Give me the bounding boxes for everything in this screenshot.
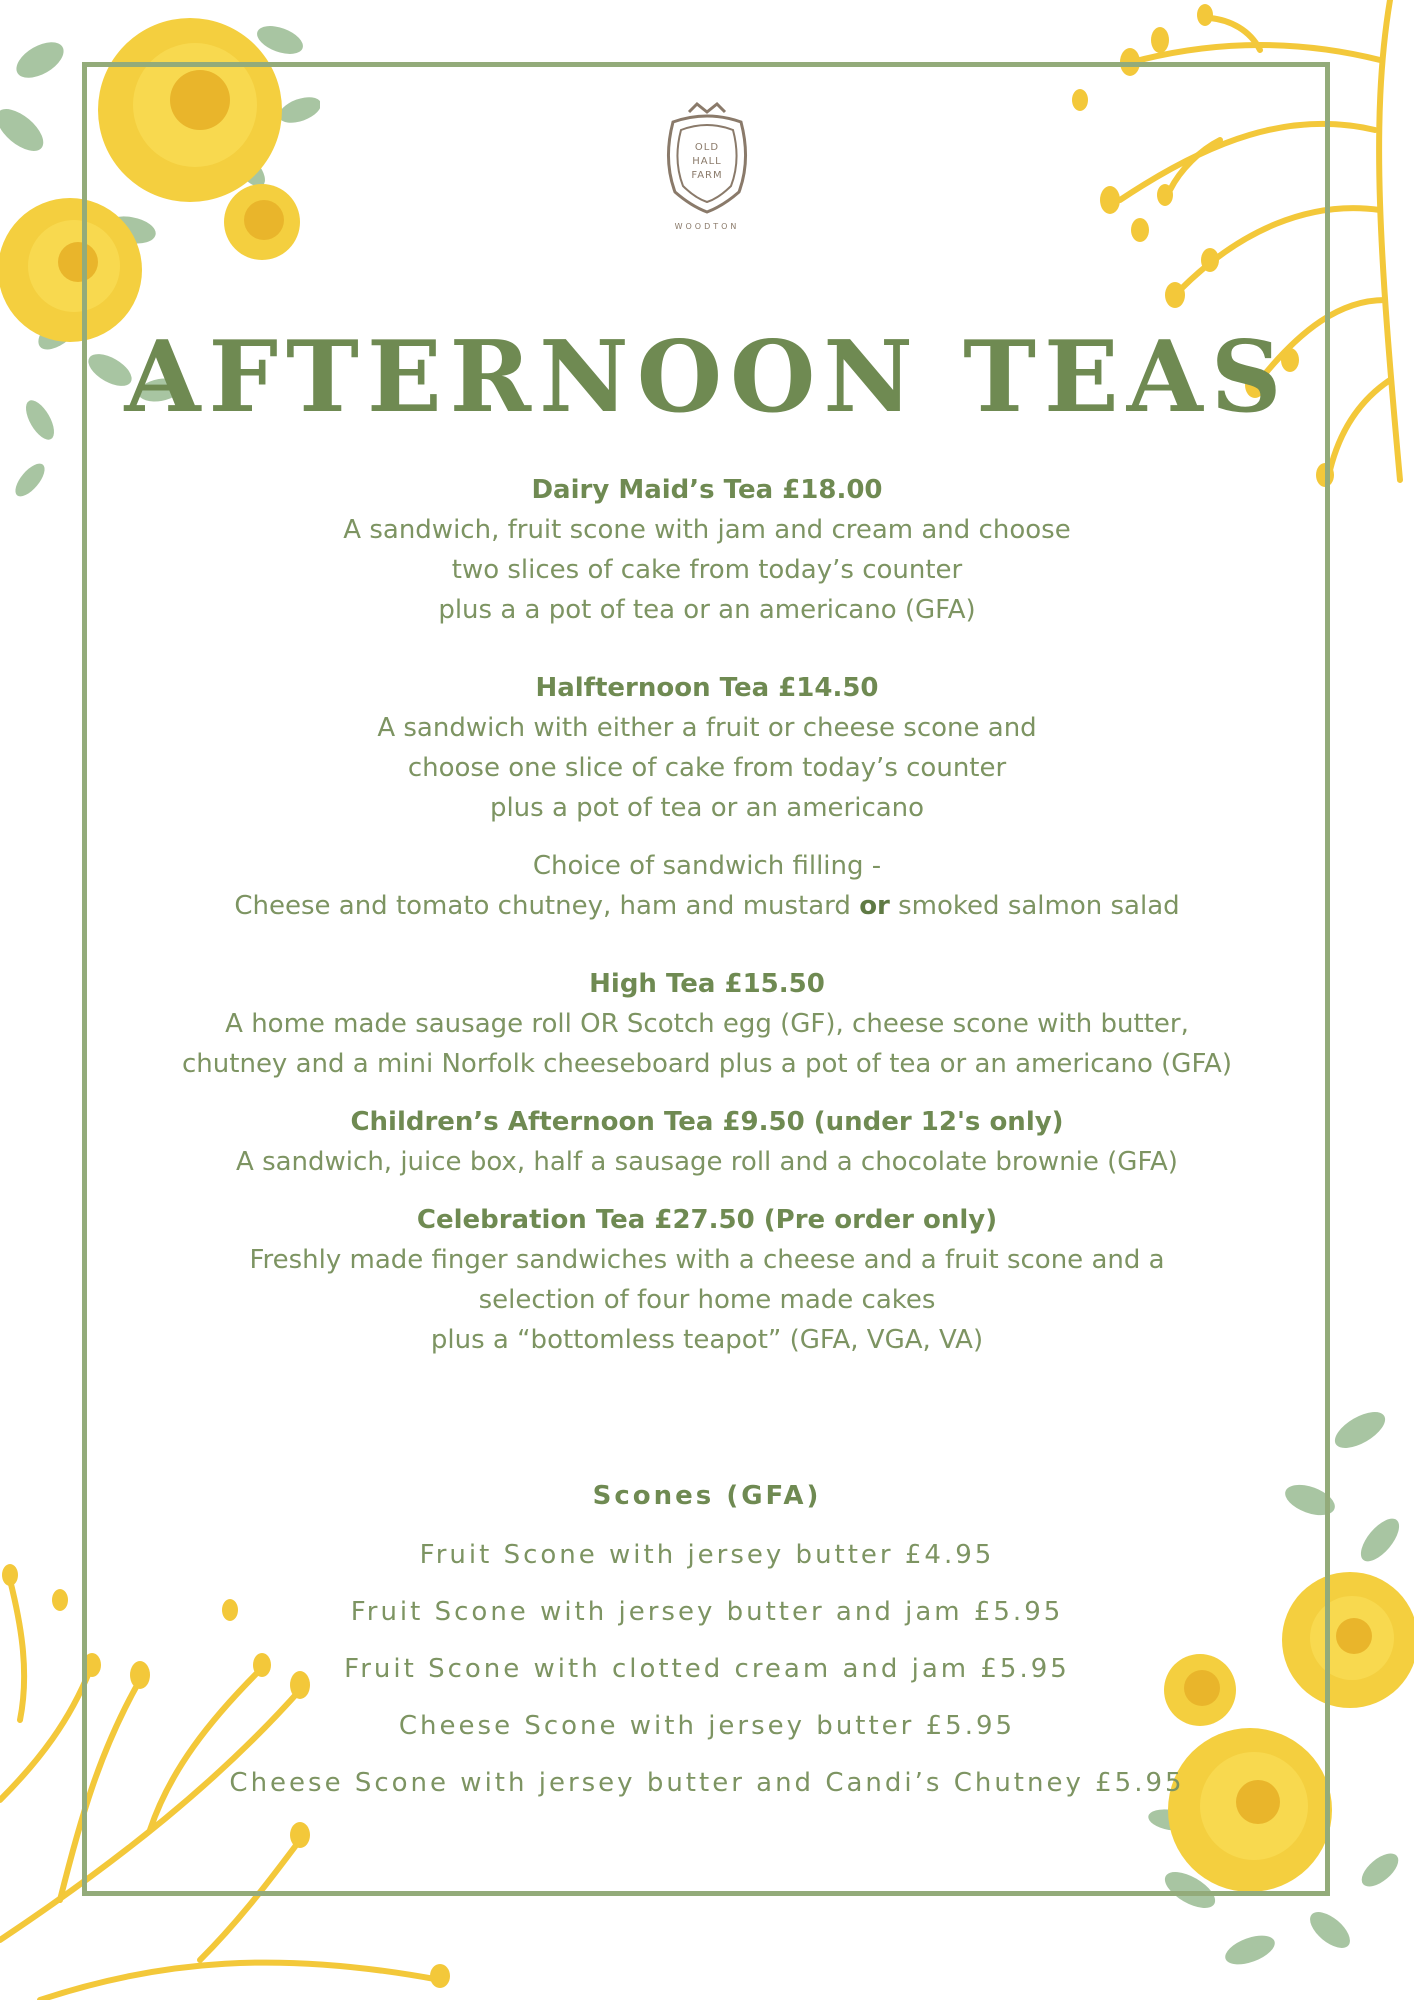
scones-list <box>120 1527 1294 1812</box>
tea-item-line: Freshly made finger sandwiches with a cheese and a fruit scone and a <box>249 1245 1165 1275</box>
tea-item-halfternoon <box>120 668 1294 828</box>
tea-item-title: Dairy Maid’s Tea £18.00 <box>531 475 883 505</box>
tea-item-line: chutney and a mini Norfolk cheeseboard plus a pot of tea or an americano (GFA) <box>182 1049 1232 1079</box>
scone-item: Fruit Scone with jersey butter and jam £5.95 <box>350 1597 1064 1627</box>
tea-item-line: choose one slice of cake from today’s counter <box>407 753 1007 783</box>
filling-choices-or: or <box>859 891 890 921</box>
crest-emblem <box>659 100 755 218</box>
tea-item-dairy-maid <box>120 470 1294 630</box>
tea-item-line: two slices of cake from today’s counter <box>451 555 963 585</box>
scone-item: Cheese Scone with jersey butter and Candi’s Chutney £5.95 <box>229 1768 1185 1798</box>
tea-item-celebration <box>120 1200 1294 1360</box>
scones-title: Scones (GFA) <box>592 1481 822 1511</box>
tea-item-line: A home made sausage roll OR Scotch egg (GF), cheese scone with butter, <box>225 1009 1189 1039</box>
logo-line-1: OLD <box>694 142 720 153</box>
tea-item-high-tea <box>120 964 1294 1084</box>
tea-item-title: Halfternoon Tea £14.50 <box>535 673 879 703</box>
scone-item: Fruit Scone with jersey butter £4.95 <box>419 1540 995 1570</box>
logo-line-2: HALL <box>692 156 722 167</box>
logo-location: WOODTON <box>674 222 740 231</box>
scones-section <box>120 1476 1294 1812</box>
sandwich-filling-options <box>120 846 1294 926</box>
page-title: AFTERNOON TEAS <box>124 320 1290 435</box>
tea-item-childrens <box>120 1102 1294 1182</box>
tea-item-line: selection of four home made cakes <box>478 1285 936 1315</box>
tea-item-line: plus a a pot of tea or an americano (GFA) <box>438 595 976 625</box>
filling-choices-end: smoked salmon salad <box>889 891 1180 921</box>
tea-item-line: A sandwich, juice box, half a sausage roll and a chocolate brownie (GFA) <box>236 1147 1178 1177</box>
tea-item-line: plus a pot of tea or an americano <box>489 793 925 823</box>
filling-choices <box>120 886 1294 926</box>
filling-heading: Choice of sandwich filling - <box>532 851 882 881</box>
tea-item-title: High Tea £15.50 <box>589 969 825 999</box>
logo-line-3: FARM <box>691 170 723 181</box>
old-hall-farm-logo <box>655 100 759 240</box>
tea-item-title: Celebration Tea £27.50 (Pre order only) <box>416 1205 998 1235</box>
tea-item-line: A sandwich with either a fruit or cheese scone and <box>377 713 1037 743</box>
tea-item-line: A sandwich, fruit scone with jam and cream and choose <box>343 515 1071 545</box>
scone-item: Cheese Scone with jersey butter £5.95 <box>398 1711 1016 1741</box>
tea-item-title: Children’s Afternoon Tea £9.50 (under 12's only) <box>350 1107 1064 1137</box>
filling-choices-start: Cheese and tomato chutney, ham and mustard <box>234 891 860 921</box>
afternoon-tea-menu <box>120 470 1294 1360</box>
tea-item-line: plus a “bottomless teapot” (GFA, VGA, VA) <box>430 1325 984 1355</box>
scone-item: Fruit Scone with clotted cream and jam £5.95 <box>344 1654 1070 1684</box>
